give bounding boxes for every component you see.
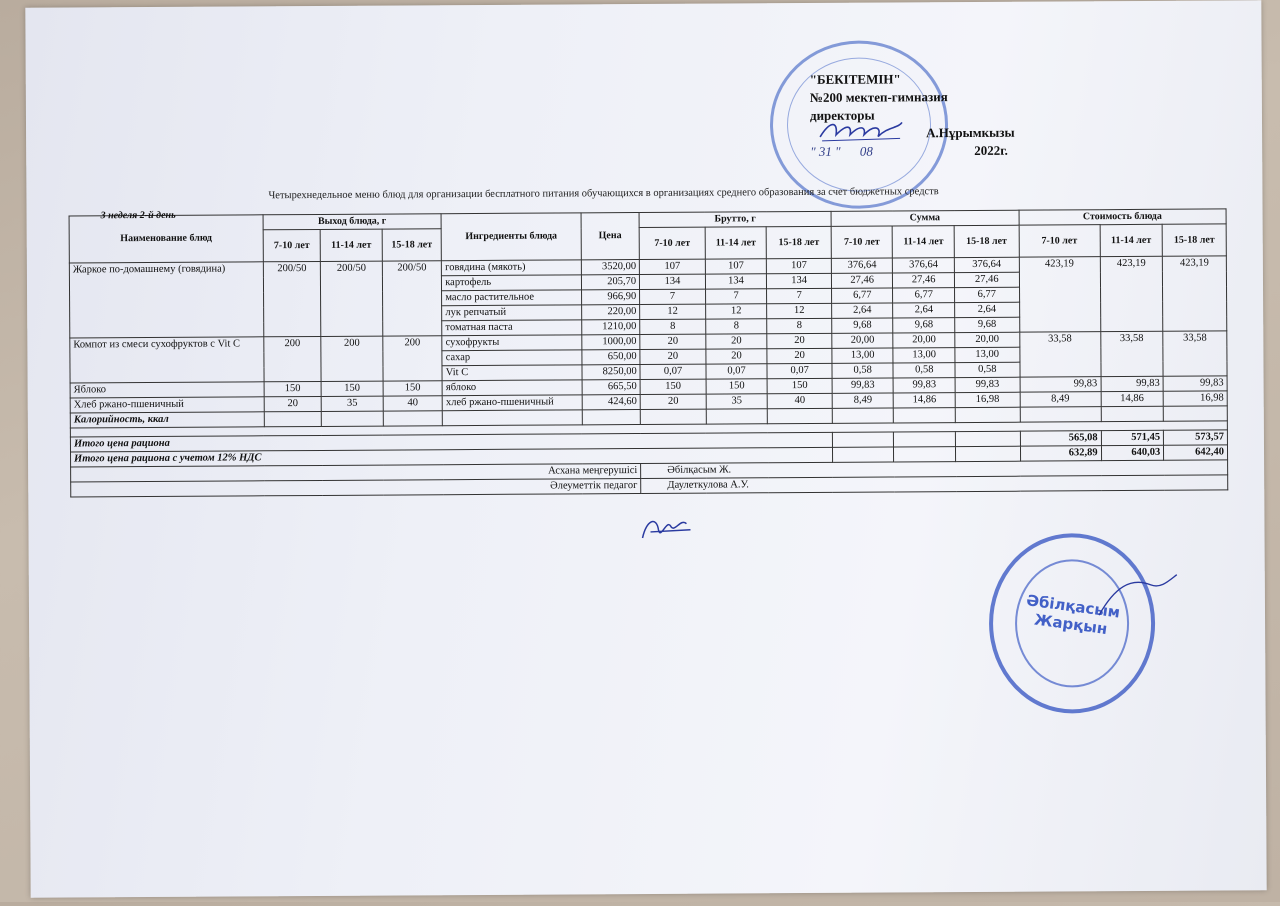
dish-cost: 423,19 bbox=[1019, 257, 1100, 332]
cook-signature bbox=[1091, 567, 1181, 628]
director-signature bbox=[816, 116, 906, 147]
ingredient-gross: 134 bbox=[767, 273, 832, 288]
ingredient-gross: 8 bbox=[640, 319, 706, 334]
dish-yield: 200 bbox=[321, 336, 383, 381]
ingredient-sum: 27,46 bbox=[954, 272, 1019, 287]
ingredient-gross: 20 bbox=[706, 349, 768, 364]
dish-yield: 200/50 bbox=[321, 261, 383, 336]
header-sum-age1: 7-10 лет bbox=[831, 226, 893, 258]
header-dish: Наименование блюд bbox=[69, 215, 263, 263]
calories-label: Калорийность, ккал bbox=[70, 412, 264, 428]
ingredient-sum: 2,64 bbox=[832, 303, 894, 318]
ingredient-sum: 13,00 bbox=[893, 348, 955, 363]
ingredient-sum: 0,58 bbox=[893, 363, 955, 378]
ingredient-price: 8250,00 bbox=[582, 364, 641, 379]
total-value: 571,45 bbox=[1101, 430, 1164, 445]
ingredient-price: 1210,00 bbox=[581, 319, 640, 334]
ingredient-sum: 20,00 bbox=[893, 333, 955, 348]
menu-table bbox=[68, 198, 1228, 497]
ingredient-sum: 13,00 bbox=[955, 347, 1020, 362]
pedagogue-role: Әлеуметтік педагог bbox=[71, 478, 641, 496]
ingredient-price: 424,60 bbox=[582, 394, 641, 409]
seal-text: Әбілқасым Жарқын bbox=[1025, 591, 1122, 639]
ingredient-sum: 0,58 bbox=[955, 362, 1020, 377]
ingredient-sum: 20,00 bbox=[955, 332, 1020, 347]
approval-school: №200 мектеп-гимназия bbox=[809, 89, 948, 105]
header-gross-age2: 11-14 лет bbox=[705, 227, 767, 259]
cook-role: Асхана меңгерушісі bbox=[71, 463, 641, 481]
header-yield-age1: 7-10 лет bbox=[263, 229, 321, 261]
ingredient-gross: 150 bbox=[767, 378, 832, 393]
dish-cost: 33,58 bbox=[1019, 332, 1100, 377]
header-gross-age3: 15-18 лет bbox=[766, 226, 831, 258]
dish-yield: 150 bbox=[264, 381, 322, 396]
dish-yield: 200 bbox=[264, 336, 322, 381]
dish-cost: 16,98 bbox=[1163, 391, 1227, 406]
header-cost-age1: 7-10 лет bbox=[1019, 225, 1100, 257]
ingredient-price: 966,90 bbox=[581, 289, 640, 304]
header-price: Цена bbox=[581, 213, 640, 260]
ingredient-gross: 107 bbox=[640, 259, 706, 274]
ingredient-gross: 20 bbox=[640, 394, 706, 409]
dish-cost: 33,58 bbox=[1163, 331, 1227, 376]
pedagogue-name: Даулеткулова А.У. bbox=[641, 475, 1228, 494]
ingredient-gross: 7 bbox=[767, 288, 832, 303]
dish-cost: 99,83 bbox=[1020, 377, 1101, 392]
ingredient-gross: 7 bbox=[705, 289, 767, 304]
ingredient-sum: 6,77 bbox=[831, 288, 893, 303]
header-cost-age3: 15-18 лет bbox=[1162, 224, 1226, 256]
ingredient-sum: 27,46 bbox=[893, 273, 955, 288]
ingredient-gross: 20 bbox=[706, 334, 768, 349]
ingredient-gross: 20 bbox=[640, 334, 706, 349]
ingredient-sum: 99,83 bbox=[955, 377, 1020, 392]
ingredient-sum: 0,58 bbox=[832, 363, 894, 378]
ingredient-sum: 27,46 bbox=[831, 273, 893, 288]
vat-total-value: 640,03 bbox=[1101, 445, 1164, 460]
header-cost: Стоимость блюда bbox=[1019, 209, 1226, 225]
ingredient-gross: 150 bbox=[706, 379, 768, 394]
dish-cost: 99,83 bbox=[1101, 376, 1164, 391]
dish-name: Компот из смеси сухофруктов с Vit C bbox=[70, 337, 264, 383]
ingredient-gross: 12 bbox=[705, 304, 767, 319]
ingredient-name: сахар bbox=[442, 350, 582, 366]
ingredient-name: масло растительное bbox=[442, 290, 582, 306]
approval-date-month: 08 bbox=[859, 143, 873, 159]
cook-name: Әбілқасым Ж. bbox=[641, 460, 1228, 479]
ingredient-gross: 40 bbox=[767, 393, 832, 408]
ingredient-gross: 20 bbox=[640, 349, 706, 364]
vat-total-value: 642,40 bbox=[1164, 445, 1228, 460]
dish-yield: 200/50 bbox=[382, 261, 442, 336]
ingredient-sum: 13,00 bbox=[832, 348, 894, 363]
ingredient-price: 220,00 bbox=[581, 304, 640, 319]
ingredient-sum: 2,64 bbox=[893, 303, 955, 318]
total-label: Итого цена рациона bbox=[70, 432, 832, 452]
pedagogue-signature bbox=[636, 510, 696, 546]
ingredient-sum: 376,64 bbox=[954, 257, 1019, 272]
ingredient-gross: 7 bbox=[640, 289, 706, 304]
header-cost-age2: 11-14 лет bbox=[1100, 224, 1163, 256]
ingredient-name: говядина (мякоть) bbox=[442, 260, 582, 276]
header-gross-age1: 7-10 лет bbox=[639, 227, 705, 259]
ingredient-name: хлеб ржано-пшеничный bbox=[442, 395, 582, 411]
approval-year: 2022г. bbox=[974, 142, 1008, 158]
ingredient-gross: 134 bbox=[640, 274, 706, 289]
approval-heading: "БЕКІТЕМІН" bbox=[809, 71, 901, 87]
ingredient-gross: 107 bbox=[705, 259, 767, 274]
ingredient-gross: 35 bbox=[706, 394, 768, 409]
ingredient-price: 205,70 bbox=[581, 274, 640, 289]
ingredient-gross: 20 bbox=[767, 333, 832, 348]
dish-cost: 423,19 bbox=[1162, 256, 1226, 331]
ingredient-price: 3520,00 bbox=[581, 259, 640, 274]
dish-cost: 33,58 bbox=[1100, 331, 1163, 376]
approval-date-day: " 31 " bbox=[810, 143, 841, 159]
ingredient-sum: 2,64 bbox=[955, 302, 1020, 317]
ingredient-gross: 12 bbox=[640, 304, 706, 319]
header-yield-age2: 11-14 лет bbox=[320, 229, 382, 261]
header-ingredients: Ингредиенты блюда bbox=[441, 213, 581, 261]
document-title: Четырехнедельное меню блюд для организации бесплатного питания обучающихся в организациях среднего образования за счет бюджетных средств bbox=[268, 186, 939, 202]
vat-total-label: Итого цена рациона с учетом 12% НДС bbox=[71, 447, 833, 467]
ingredient-gross: 0,07 bbox=[640, 364, 706, 379]
ingredient-name: картофель bbox=[442, 275, 582, 291]
ingredient-sum: 6,77 bbox=[955, 287, 1020, 302]
ingredient-gross: 134 bbox=[705, 274, 767, 289]
header-yield-age3: 15-18 лет bbox=[382, 229, 442, 261]
dish-name: Яблоко bbox=[70, 382, 264, 398]
header-gross: Брутто, г bbox=[639, 211, 831, 227]
ingredient-sum: 6,77 bbox=[893, 288, 955, 303]
ingredient-price: 665,50 bbox=[582, 379, 641, 394]
total-value: 573,57 bbox=[1164, 430, 1228, 445]
ingredient-sum: 99,83 bbox=[894, 378, 956, 393]
ingredient-sum: 14,86 bbox=[894, 393, 956, 408]
ingredient-name: яблоко bbox=[442, 380, 582, 396]
ingredient-sum: 9,68 bbox=[893, 318, 955, 333]
ingredient-sum: 9,68 bbox=[955, 317, 1020, 332]
ingredient-gross: 8 bbox=[767, 318, 832, 333]
header-yield: Выход блюда, г bbox=[263, 214, 442, 230]
ingredient-gross: 12 bbox=[767, 303, 832, 318]
ingredient-sum: 376,64 bbox=[831, 258, 893, 273]
week-label: 3 неделя 2-й день bbox=[100, 209, 176, 222]
ingredient-gross: 8 bbox=[705, 319, 767, 334]
dish-yield: 40 bbox=[383, 396, 443, 411]
ingredient-gross: 107 bbox=[767, 258, 832, 273]
dish-yield: 200/50 bbox=[263, 261, 321, 336]
ingredient-sum: 9,68 bbox=[832, 318, 894, 333]
dish-name: Хлеб ржано-пшеничный bbox=[70, 397, 264, 413]
total-value: 565,08 bbox=[1020, 431, 1101, 446]
ingredient-sum: 8,49 bbox=[832, 393, 894, 408]
header-sum-age3: 15-18 лет bbox=[954, 225, 1019, 257]
ingredient-price: 1000,00 bbox=[582, 334, 641, 349]
ingredient-sum: 20,00 bbox=[832, 333, 894, 348]
ingredient-sum: 376,64 bbox=[893, 258, 955, 273]
header-sum: Сумма bbox=[831, 210, 1019, 226]
ingredient-gross: 20 bbox=[767, 348, 832, 363]
header-sum-age2: 11-14 лет bbox=[893, 226, 955, 258]
dish-name: Жаркое по-домашнему (говядина) bbox=[69, 262, 263, 338]
approval-position: директоры bbox=[809, 107, 875, 123]
dish-yield: 35 bbox=[321, 396, 383, 411]
ingredient-gross: 0,07 bbox=[706, 364, 768, 379]
dish-yield: 200 bbox=[383, 336, 443, 381]
ingredient-price: 650,00 bbox=[582, 349, 641, 364]
dish-yield: 20 bbox=[264, 396, 322, 411]
dish-cost: 423,19 bbox=[1100, 256, 1163, 331]
vat-total-value: 632,89 bbox=[1020, 446, 1101, 461]
dish-cost: 14,86 bbox=[1101, 391, 1164, 406]
approval-block bbox=[810, 69, 1051, 160]
ingredient-name: сухофрукты bbox=[442, 335, 582, 351]
dish-yield: 150 bbox=[321, 381, 383, 396]
ingredient-gross: 150 bbox=[640, 379, 706, 394]
ingredient-sum: 99,83 bbox=[832, 378, 894, 393]
ingredient-name: лук репчатый bbox=[442, 305, 582, 321]
dish-yield: 150 bbox=[383, 381, 443, 396]
ingredient-gross: 0,07 bbox=[767, 363, 832, 378]
ingredient-name: Vit C bbox=[442, 365, 582, 381]
ingredient-name: томатная паста bbox=[442, 320, 582, 336]
dish-cost: 99,83 bbox=[1163, 376, 1227, 391]
director-name: А.Нұрымкызы bbox=[926, 124, 1015, 141]
dish-cost: 8,49 bbox=[1020, 392, 1101, 407]
ingredient-sum: 16,98 bbox=[955, 392, 1020, 407]
